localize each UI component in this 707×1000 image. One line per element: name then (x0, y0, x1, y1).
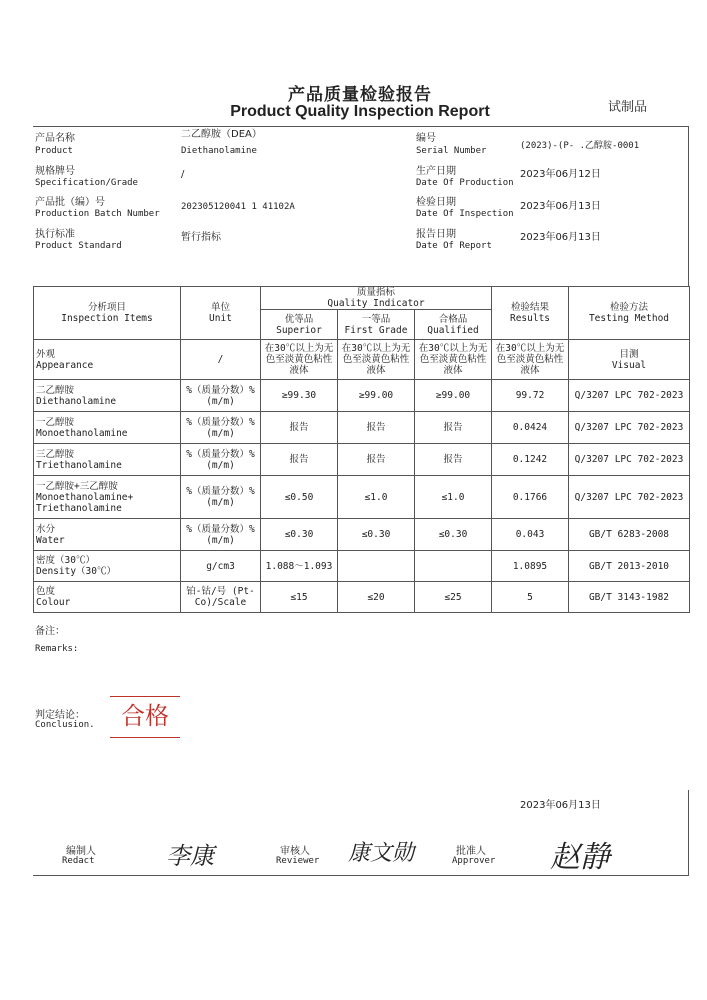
header-qualified: 合格品 Qualified (415, 310, 492, 340)
conclusion-stamp: 合格 (110, 696, 180, 738)
inspection-table (33, 286, 690, 613)
footer-right-rule (688, 790, 689, 876)
header-results: 检验结果 Results (492, 287, 569, 340)
info-right-rule (688, 126, 689, 286)
header-first: 一等品 First Grade (338, 310, 415, 340)
table-row: 密度（30℃） Density（30℃） g/cm3 1.088～1.093 1.0895 GB/T 2013-2010 (34, 551, 690, 582)
header-method: 检验方法 Testing Method (569, 287, 690, 340)
insp-date-value: 2023年06月13日 (520, 201, 601, 212)
conclusion-label-cn: 判定结论： (35, 710, 85, 721)
report-date-value: 2023年06月13日 (520, 232, 601, 243)
header-quality: 质量指标 Quality Indicator (261, 287, 492, 310)
reviewer-label-en: Reviewer (276, 856, 320, 866)
trial-mark: 试制品 (608, 100, 648, 115)
spec-label-en: Specification/Grade (35, 178, 138, 188)
info-top-rule (33, 126, 689, 127)
prod-date-label-en: Date Of Production (416, 178, 514, 188)
serial-label-cn: 编号 (416, 133, 436, 144)
table-row: 色度 Colour 铂-钴/号 (Pt-Co)/Scale ≤15 ≤20 ≤25 5 GB/T 3143-1982 (34, 582, 690, 613)
approver-label-cn: 批准人 (456, 846, 486, 857)
product-value-en: Diethanolamine (181, 146, 257, 156)
footer-bottom-rule (33, 875, 689, 876)
batch-value: 202305120041 1 41102A (181, 202, 295, 212)
header-unit: 单位 Unit (181, 287, 261, 340)
header-item: 分析项目 Inspection Items (34, 287, 181, 340)
table-row: 二乙醇胺 Diethanolamine %（质量分数）%(m/m) ≥99.30 ≥99.00 ≥99.00 99.72 Q/3207 LPC 702-2023 (34, 380, 690, 412)
spec-label-cn: 规格牌号 (35, 166, 75, 177)
report-date-label-en: Date Of Report (416, 241, 492, 251)
batch-label-en: Production Batch Number (35, 209, 160, 219)
header-superior: 优等品 Superior (261, 310, 338, 340)
reviewer-label-cn: 审核人 (280, 846, 310, 857)
standard-value: 暂行指标 (181, 232, 221, 243)
table-row: 一乙醇胺 Monoethanolamine %（质量分数）%(m/m) 报告 报告 报告 0.0424 Q/3207 LPC 702-2023 (34, 412, 690, 444)
prod-date-label-cn: 生产日期 (416, 166, 456, 177)
product-value-cn: 二乙醇胺（DEA） (181, 129, 262, 140)
table-row: 一乙醇胺+三乙醇胺 Monoethanolamine+ Triethanolamine %（质量分数）%(m/m) ≤0.50 ≤1.0 ≤1.0 0.1766 Q/3207 LPC 702-2023 (34, 476, 690, 519)
reviewer-signature: 康文勋 (348, 841, 415, 866)
approver-signature: 赵静 (550, 840, 610, 875)
spec-value: / (181, 169, 185, 180)
redact-signature: 李康 (166, 842, 214, 870)
page-title-en: Product Quality Inspection Report (230, 103, 490, 120)
batch-label-cn: 产品批（编）号 (35, 197, 105, 208)
remarks-label-en: Remarks: (35, 644, 79, 654)
standard-label-en: Product Standard (35, 241, 122, 251)
serial-label-en: Serial Number (416, 146, 487, 156)
insp-date-label-cn: 检验日期 (416, 197, 456, 208)
insp-date-label-en: Date Of Inspection (416, 209, 514, 219)
page-title-cn: 产品质量检验报告 (288, 85, 432, 105)
product-label-cn: 产品名称 (35, 133, 75, 144)
report-date-label-cn: 报告日期 (416, 229, 456, 240)
standard-label-cn: 执行标准 (35, 229, 75, 240)
footer-date: 2023年06月13日 (520, 800, 601, 811)
table-row: 三乙醇胺 Triethanolamine %（质量分数）%(m/m) 报告 报告 报告 0.1242 Q/3207 LPC 702-2023 (34, 444, 690, 476)
prod-date-value: 2023年06月12日 (520, 169, 601, 180)
redact-label-en: Redact (62, 856, 95, 866)
serial-value: (2023)-(P- .乙醇胺-0001 (520, 141, 640, 151)
approver-label-en: Approver (452, 856, 496, 866)
redact-label-cn: 编制人 (66, 846, 96, 857)
table-row: 水分 Water %（质量分数）%(m/m) ≤0.30 ≤0.30 ≤0.30 0.043 GB/T 6283-2008 (34, 519, 690, 551)
remarks-label-cn: 备注： (35, 626, 65, 637)
table-row: 外观 Appearance / 在30℃以上为无色至淡黄色粘性液体 在30℃以上为无色至淡黄色粘性液体 在30℃以上为无色至淡黄色粘性液体 在30℃以上为无色至淡黄色粘性液体 目测 Visual (34, 340, 690, 380)
table-header-row (34, 287, 690, 310)
product-label-en: Product (35, 146, 73, 156)
conclusion-label-en: Conclusion. (35, 720, 95, 730)
